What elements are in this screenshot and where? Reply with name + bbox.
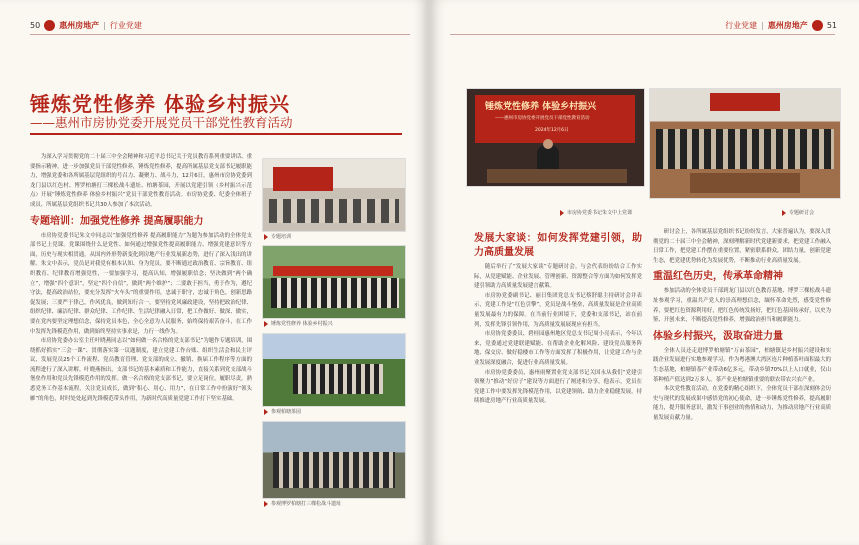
article-subtitle: ——惠州市房协党委开展党员干部党性教育活动 [30,115,293,130]
right-text-column-2 [653,228,831,533]
photo-tea-garden [262,333,406,407]
photo-party-lecture [466,88,645,187]
caption-4 [264,500,341,507]
section2-paragraph-3: 市房协党委委员、碧桂园惠州地区党总支书记周小亮表示，今年以来，党委通过党建联建赋能、在帮助企业化解风险、建设党员服务阵地、保交房、做好稳楼市工作等方面发挥了积极作用，让党建工作与企业发展深度融合，促进行业高质量发展。 [474,331,642,366]
page-number: 50 [30,21,41,30]
section2-paragraph-4: 市房协党委委员，惠州雨聚置业党支部书记关国永从我们“党建引领聚力”推动“好房子”建设等方面进行了阐述和分享，他表示，党员在党建工作中要发挥先锋模范作用，以党建领航、助力企业稳健发展，持续推进房地产行业高质量发展。 [474,369,642,405]
section2-paragraph-5: 研讨会上，各所属基层党组织书记纷纷发言，大家普遍认为，要深入贯彻党的二十届三中全会精神，深刻理解新时代党建新要求，把党建工作融入日常工作，把党建工作摆在重要位置，紧密联系群众，团结力量，创新党建生态，把党建优势转化为发展优势，不断推动行业高质量发展。 [653,229,831,264]
photo-group-banner [262,245,406,319]
caption-text: 市房协党委书记朱文中上党课 [567,210,633,216]
section2-paragraph-2: 市房协党委副书记、丽日集团党总支书记蔡舒聪主持研讨会并表示，党建工作是“红色引擎”，党员是战斗堡垒，高质量发展是企业高质量发展最有力的保障。在当前行业困境下，党委和支部书记，站在前列，发挥先锋引领作用，为高质量发展展现应有担当。 [474,292,642,328]
left-header [30,20,142,31]
banner-date: 2024年12月6日 [535,128,569,133]
caption-text: 参观博罗柏塘打三棵松战斗遗址 [271,501,342,507]
left-page [0,0,428,545]
photo-seminar [649,88,841,199]
section4-heading: 体验乡村振兴，汲取奋进力量 [653,330,783,342]
association-logo-icon [44,20,55,31]
header-section: 行业党建 [109,21,142,30]
section3-paragraph-1: 参加活动的全体党员干部到龙门县以红色教育基地、博罗三棵松战斗遗址参观学习，重温共产党人的崇高理想信念，缅怀革命先烈，感受党性修养，要把红色资源利用好，把红色传统发扬好，把红色基因传承好，以史为鉴、开创未来，不断提高党性修养，增强政治担当和履职能力。 [653,288,831,324]
header-brand: 惠州房地产 [59,21,100,30]
caption-text: 锤炼党性修养 体验乡村振兴 [271,321,333,327]
header-rule [450,34,835,35]
caption-text: 参观柏塘茶园 [271,409,302,415]
section4-paragraph-1: 全体人员还走进博罗柏塘镇“万亩茶园”，柏塘镇是乡村振兴建设和实践企业发展进行实地参观学习。作为粤港澳大湾区连片种植茶叶面积最大的生态基地，柏塘镇茶产业带动6亿多元，带动乡镇70%以上人口就业，仅山茶种植产值达到2万多人。茶产业是柏塘镇重要的联农带农兴农产业。 [653,347,831,383]
section4-paragraph-2: 本次党性教育活动，在党委的精心组织下，全体党员干部在深刻体会历史与现代的发展成果中感悟党的初心使命，进一步锤炼党性修养，提高履职能力，提升服务意识，激发干事创业的热情和动力，为推动房地产行业高质量发展贡献力量。 [653,386,831,421]
right-text-column-1 [474,228,642,533]
caption-marker-icon [264,234,268,240]
section3-heading: 重温红色历史，传承革命精神 [653,271,783,283]
section1-heading: 专题培训：加强党性修养 提高履职能力 [30,215,204,227]
photo-battle-site [262,421,406,499]
caption-5 [560,209,632,216]
caption-marker-icon [264,409,268,415]
article-title: 锤炼党性修养 体验乡村振兴 [30,92,290,116]
intro-paragraph: 为深入学习贯彻党的二十届三中全会精神和习近平总书记关于党员教育系列重要讲话、重要指示精神，进一步加强党员干部党性修养，锤炼党性修养，提高所属基层党支部书记履职能力，增强党委和各所属基层党组织的号召力、凝聚力、战斗力，12月6日，惠州市房协党委到龙门县以红色村、博罗柏塘打三棵松战斗遗址、柏塘茶园，开展以党建引领（乡村振兴示范点）开展“锤炼党性修养 体验乡村振兴”党员干部党性教育活动。市房协党委、纪委全体班子成员、所属基层党组织书记共30人参加了本次活动。 [30,154,252,208]
section2-paragraph-1: 随后举行了“发展大家谈”专题研讨会。与会代表纷纷结合工作实际，从党建赋能、企业发展、管理创新、资源整合等方面为如何发挥党建引领助力高质量发展建言献策。 [474,264,642,290]
right-header [725,20,837,31]
banner-title: 锤炼党性修养 体验乡村振兴 [485,102,597,112]
caption-marker-icon [264,501,268,507]
banner-subtitle: ——惠州市房协党委开展党员干部党性教育活动 [495,116,590,121]
page-number: 51 [826,21,837,30]
left-text-column [30,153,252,533]
caption-marker-icon [560,210,564,216]
header-section: 行业党建 [725,21,758,30]
photo-training [262,158,406,232]
association-logo-icon [812,20,823,31]
caption-2 [264,320,333,327]
section1-paragraph-2: 市房协党委办公室主任叶晓燕同志以“如何做一名合格的党支部书记”为题作专题培训，围绕抓好抓实“三会一课”、贯彻落实第一议题制度，建立党建工作台账、组织生活会和民主评议、发展党员25个工作流程、党员教育管理、党支部的成立、撤销、换届工作程序等方面的流程进行了深入讲解。叶晓燕指出，支部书记的基本素质和工作能力，直接关系到党支部战斗堡垒作用和党员先锋模范作用的发挥。做一名合格的党支部书记，要立足岗位，履职尽责，熟悉党务工作基本流程，关注党员成长，做到“积心、用心、用力”，在日常工作中扮演好“领头雁”的角色，时时处处起到先锋模范带头作用，为新时代高质量党建工作打下坚实基础。 [30,338,252,402]
caption-marker-icon [264,321,268,327]
caption-6 [782,209,814,216]
header-separator: | [103,21,106,30]
title-rule [30,133,402,135]
caption-1 [264,233,291,240]
header-rule [30,34,410,35]
caption-text: 专题研讨会 [789,210,815,216]
header-brand: 惠州房地产 [767,21,808,30]
caption-text: 专题培训 [271,234,292,240]
right-page [430,0,859,545]
section1-paragraph-1: 市房协党委书记朱文中同志以“加强党性修养 提高履职能力”为题为参加活动的全体党支部书记上党课。党课围绕什么是党性、如何通过增强党性提高履职能力、增强党建意识等方面，历史与现实相贯通。从国内外形势新变化到房地产行业发展新态势，进行了深入浅出的讲解。朱文中表示，党员是对我党有根本认知、身为党员，要不断通过政治教育、宗旨教育、组织教育、纪律教育增强党性，一要加强学习，提高认知，增强履职信念；坚决做到“两个确立”，增强“四个意识”，坚定“四个自信”，做到“两个维护”；二要敢于担当，勇于作为，遵纪守法，提高政治站位，要充分发挥“火车头”的重要作用，忠诚于职守，忠诚于角色，创新思路促发展；三要严于律己，作风优良，做到知行合一，要坚持党风廉政建设，坚持把政治纪律、组织纪律、廉洁纪律、群众纪律、工作纪律、生活纪律融入日常，把工作做好、做深、做实，要在党内要坚定理想信念，保持党员本色，全心全意为人民服务，始终保持艰苦奋斗，在工作中发挥先锋模范作用，做到始终坚持实事求是，力行一线作为。 [30,232,252,335]
caption-3 [264,408,301,415]
header-separator: | [761,21,764,30]
caption-marker-icon [782,210,786,216]
section2-heading: 发展大家谈：如何发挥党建引领，助力高质量发展 [474,233,642,258]
